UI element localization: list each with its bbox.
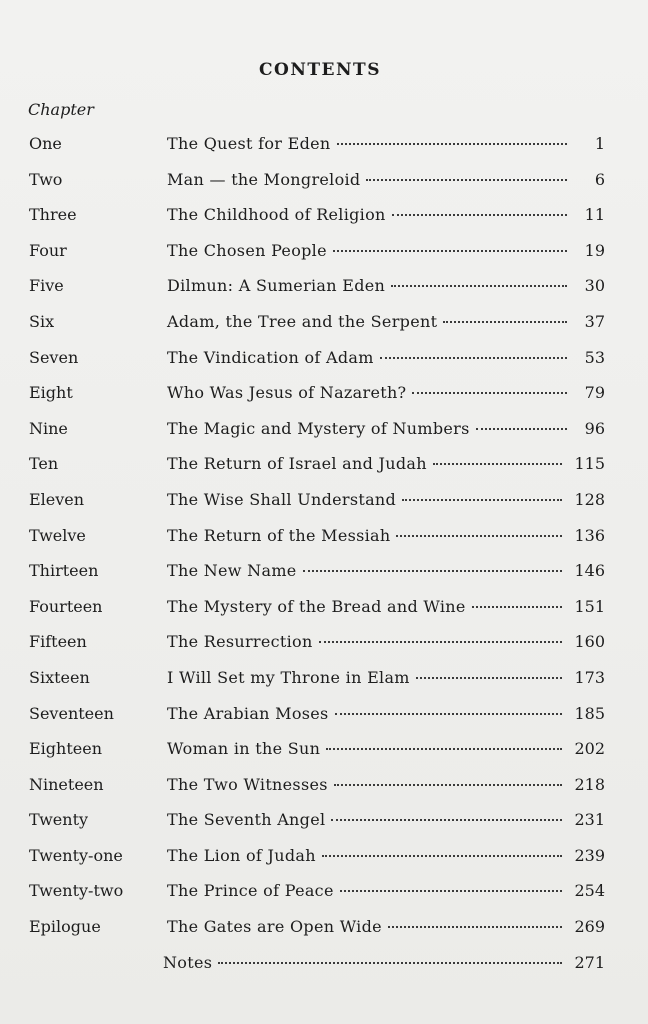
- dot-leader: [366, 163, 567, 181]
- chapter-title: Woman in the Sun: [167, 739, 321, 759]
- chapter-title: The Arabian Moses: [167, 703, 329, 723]
- chapter-number: Ten: [29, 454, 59, 474]
- page-number: 146: [574, 561, 605, 581]
- dot-leader: [303, 554, 563, 572]
- toc-row: [0, 873, 648, 909]
- dot-leader: [334, 768, 563, 786]
- chapter-number: Thirteen: [29, 561, 99, 581]
- toc-row: [0, 411, 648, 447]
- page-number: 30: [584, 276, 605, 296]
- chapter-column-label: Chapter: [28, 100, 94, 119]
- chapter-title: The Prince of Peace: [167, 881, 334, 901]
- chapter-title: The Magic and Mystery of Numbers: [167, 418, 470, 438]
- dot-leader: [331, 803, 562, 821]
- toc-row: [0, 375, 648, 411]
- toc-row: [0, 802, 648, 838]
- toc-entry: [167, 696, 605, 732]
- toc-row: [0, 731, 648, 767]
- toc-row: [0, 126, 648, 162]
- toc-entry: [167, 873, 605, 909]
- page-number: 202: [574, 739, 605, 759]
- chapter-title: The Mystery of the Bread and Wine: [167, 596, 466, 616]
- page-title: CONTENTS: [259, 60, 381, 80]
- dot-leader: [380, 341, 567, 359]
- chapter-number: Nineteen: [29, 774, 104, 794]
- chapter-title: The Two Witnesses: [167, 774, 328, 794]
- toc-row-notes: [0, 945, 648, 981]
- toc-entry: [167, 375, 605, 411]
- toc-entry: [167, 446, 605, 482]
- chapter-title: The Wise Shall Understand: [167, 489, 397, 509]
- dot-leader: [476, 412, 567, 430]
- dot-leader: [392, 198, 567, 216]
- chapter-number: Eight: [29, 383, 73, 403]
- chapter-number: Sixteen: [29, 667, 90, 687]
- dot-leader: [340, 874, 563, 892]
- page-number: 115: [574, 454, 605, 474]
- page-number: 231: [574, 810, 605, 830]
- page-number: 173: [574, 667, 605, 687]
- toc-entry: [167, 482, 605, 518]
- chapter-title: The Quest for Eden: [167, 134, 331, 153]
- toc-row: [0, 553, 648, 589]
- toc-row: [0, 304, 648, 340]
- chapter-title: The Lion of Judah: [167, 845, 316, 865]
- dot-leader: [337, 127, 567, 145]
- page-number: 136: [574, 525, 605, 545]
- chapter-number: Twenty-two: [29, 881, 124, 901]
- toc-entry: [167, 802, 605, 838]
- chapter-title: The Gates are Open Wide: [167, 917, 382, 937]
- toc-entry: [167, 162, 605, 198]
- toc-entry: [167, 660, 605, 696]
- toc-row: [0, 767, 648, 803]
- toc-row: [0, 909, 648, 945]
- page-number: 239: [574, 845, 605, 865]
- dot-leader: [396, 519, 562, 537]
- toc-row: [0, 518, 648, 554]
- chapter-title: The Seventh Angel: [167, 810, 326, 830]
- page-number: 1: [594, 134, 605, 153]
- chapter-number: Twenty: [29, 810, 89, 830]
- page-number: 11: [584, 205, 605, 225]
- chapter-number: Nine: [29, 418, 68, 438]
- notes-entry: [163, 945, 605, 981]
- dot-leader: [335, 697, 563, 715]
- page-number: 19: [584, 240, 605, 260]
- toc-entry: [167, 197, 605, 233]
- chapter-number: Six: [29, 311, 55, 331]
- chapter-title: The Resurrection: [167, 632, 313, 652]
- chapter-number: Twenty-one: [29, 845, 123, 865]
- toc-row: [0, 197, 648, 233]
- chapter-title: The New Name: [167, 561, 297, 581]
- chapter-number: Seven: [29, 347, 79, 367]
- dot-leader: [322, 839, 563, 857]
- toc-entry: [167, 304, 605, 340]
- toc-entry: [167, 909, 605, 945]
- dot-leader: [433, 447, 563, 465]
- dot-leader: [218, 946, 562, 964]
- toc-entry: [167, 411, 605, 447]
- toc-entry: [167, 340, 605, 376]
- notes-title: Notes: [163, 952, 213, 972]
- chapter-title: Dilmun: A Sumerian Eden: [167, 276, 386, 296]
- toc-entry: [167, 624, 605, 660]
- toc-row: [0, 696, 648, 732]
- chapter-title: The Return of the Messiah: [167, 525, 391, 545]
- dot-leader: [391, 269, 567, 287]
- toc-row: [0, 233, 648, 269]
- chapter-number: Twelve: [29, 525, 86, 545]
- toc-entry: [167, 126, 605, 162]
- toc-row: [0, 838, 648, 874]
- dot-leader: [388, 910, 563, 928]
- toc-entry: [167, 589, 605, 625]
- chapter-title: Adam, the Tree and the Serpent: [167, 311, 438, 331]
- table-of-contents: [0, 126, 648, 980]
- dot-leader: [443, 305, 567, 323]
- chapter-title: The Return of Israel and Judah: [167, 454, 427, 474]
- chapter-number: Fourteen: [29, 596, 103, 616]
- chapter-title: Man — the Mongreloid: [167, 169, 361, 189]
- toc-entry: [167, 838, 605, 874]
- page-number: 96: [584, 418, 605, 438]
- dot-leader: [319, 625, 563, 643]
- toc-row: [0, 624, 648, 660]
- page-number: 6: [594, 169, 605, 189]
- page-number: 151: [574, 596, 605, 616]
- chapter-number: Fifteen: [29, 632, 87, 652]
- chapter-title: The Childhood of Religion: [167, 205, 386, 225]
- notes-page-number: 271: [574, 952, 605, 972]
- toc-row: [0, 268, 648, 304]
- page-number: 269: [574, 917, 605, 937]
- chapter-number: Eleven: [29, 489, 85, 509]
- page-number: 128: [574, 489, 605, 509]
- toc-entry: [167, 268, 605, 304]
- page-number: 218: [574, 774, 605, 794]
- page-number: 37: [584, 311, 605, 331]
- chapter-number: Seventeen: [29, 703, 114, 723]
- toc-entry: [167, 553, 605, 589]
- dot-leader: [472, 590, 563, 608]
- dot-leader: [326, 732, 562, 750]
- dot-leader: [416, 661, 563, 679]
- chapter-number: Two: [29, 169, 63, 189]
- page-number: 254: [574, 881, 605, 901]
- toc-row: [0, 446, 648, 482]
- chapter-title: Who Was Jesus of Nazareth?: [167, 383, 407, 403]
- toc-row: [0, 482, 648, 518]
- chapter-number: One: [29, 134, 62, 153]
- toc-row: [0, 340, 648, 376]
- page-number: 185: [574, 703, 605, 723]
- toc-entry: [167, 233, 605, 269]
- dot-leader: [333, 234, 567, 252]
- chapter-number: Three: [29, 205, 77, 225]
- toc-row: [0, 162, 648, 198]
- toc-entry: [167, 731, 605, 767]
- chapter-number: Five: [29, 276, 64, 296]
- chapter-number: Epilogue: [29, 917, 101, 937]
- dot-leader: [402, 483, 562, 501]
- toc-entry: [167, 767, 605, 803]
- page-number: 53: [584, 347, 605, 367]
- chapter-title: I Will Set my Throne in Elam: [167, 667, 410, 687]
- toc-entry: [167, 518, 605, 554]
- page-number: 79: [584, 383, 605, 403]
- page-number: 160: [574, 632, 605, 652]
- chapter-title: The Vindication of Adam: [167, 347, 374, 367]
- chapter-number: Eighteen: [29, 739, 103, 759]
- chapter-number: Four: [29, 240, 67, 260]
- toc-row: [0, 589, 648, 625]
- chapter-title: The Chosen People: [167, 240, 327, 260]
- toc-row: [0, 660, 648, 696]
- dot-leader: [412, 376, 567, 394]
